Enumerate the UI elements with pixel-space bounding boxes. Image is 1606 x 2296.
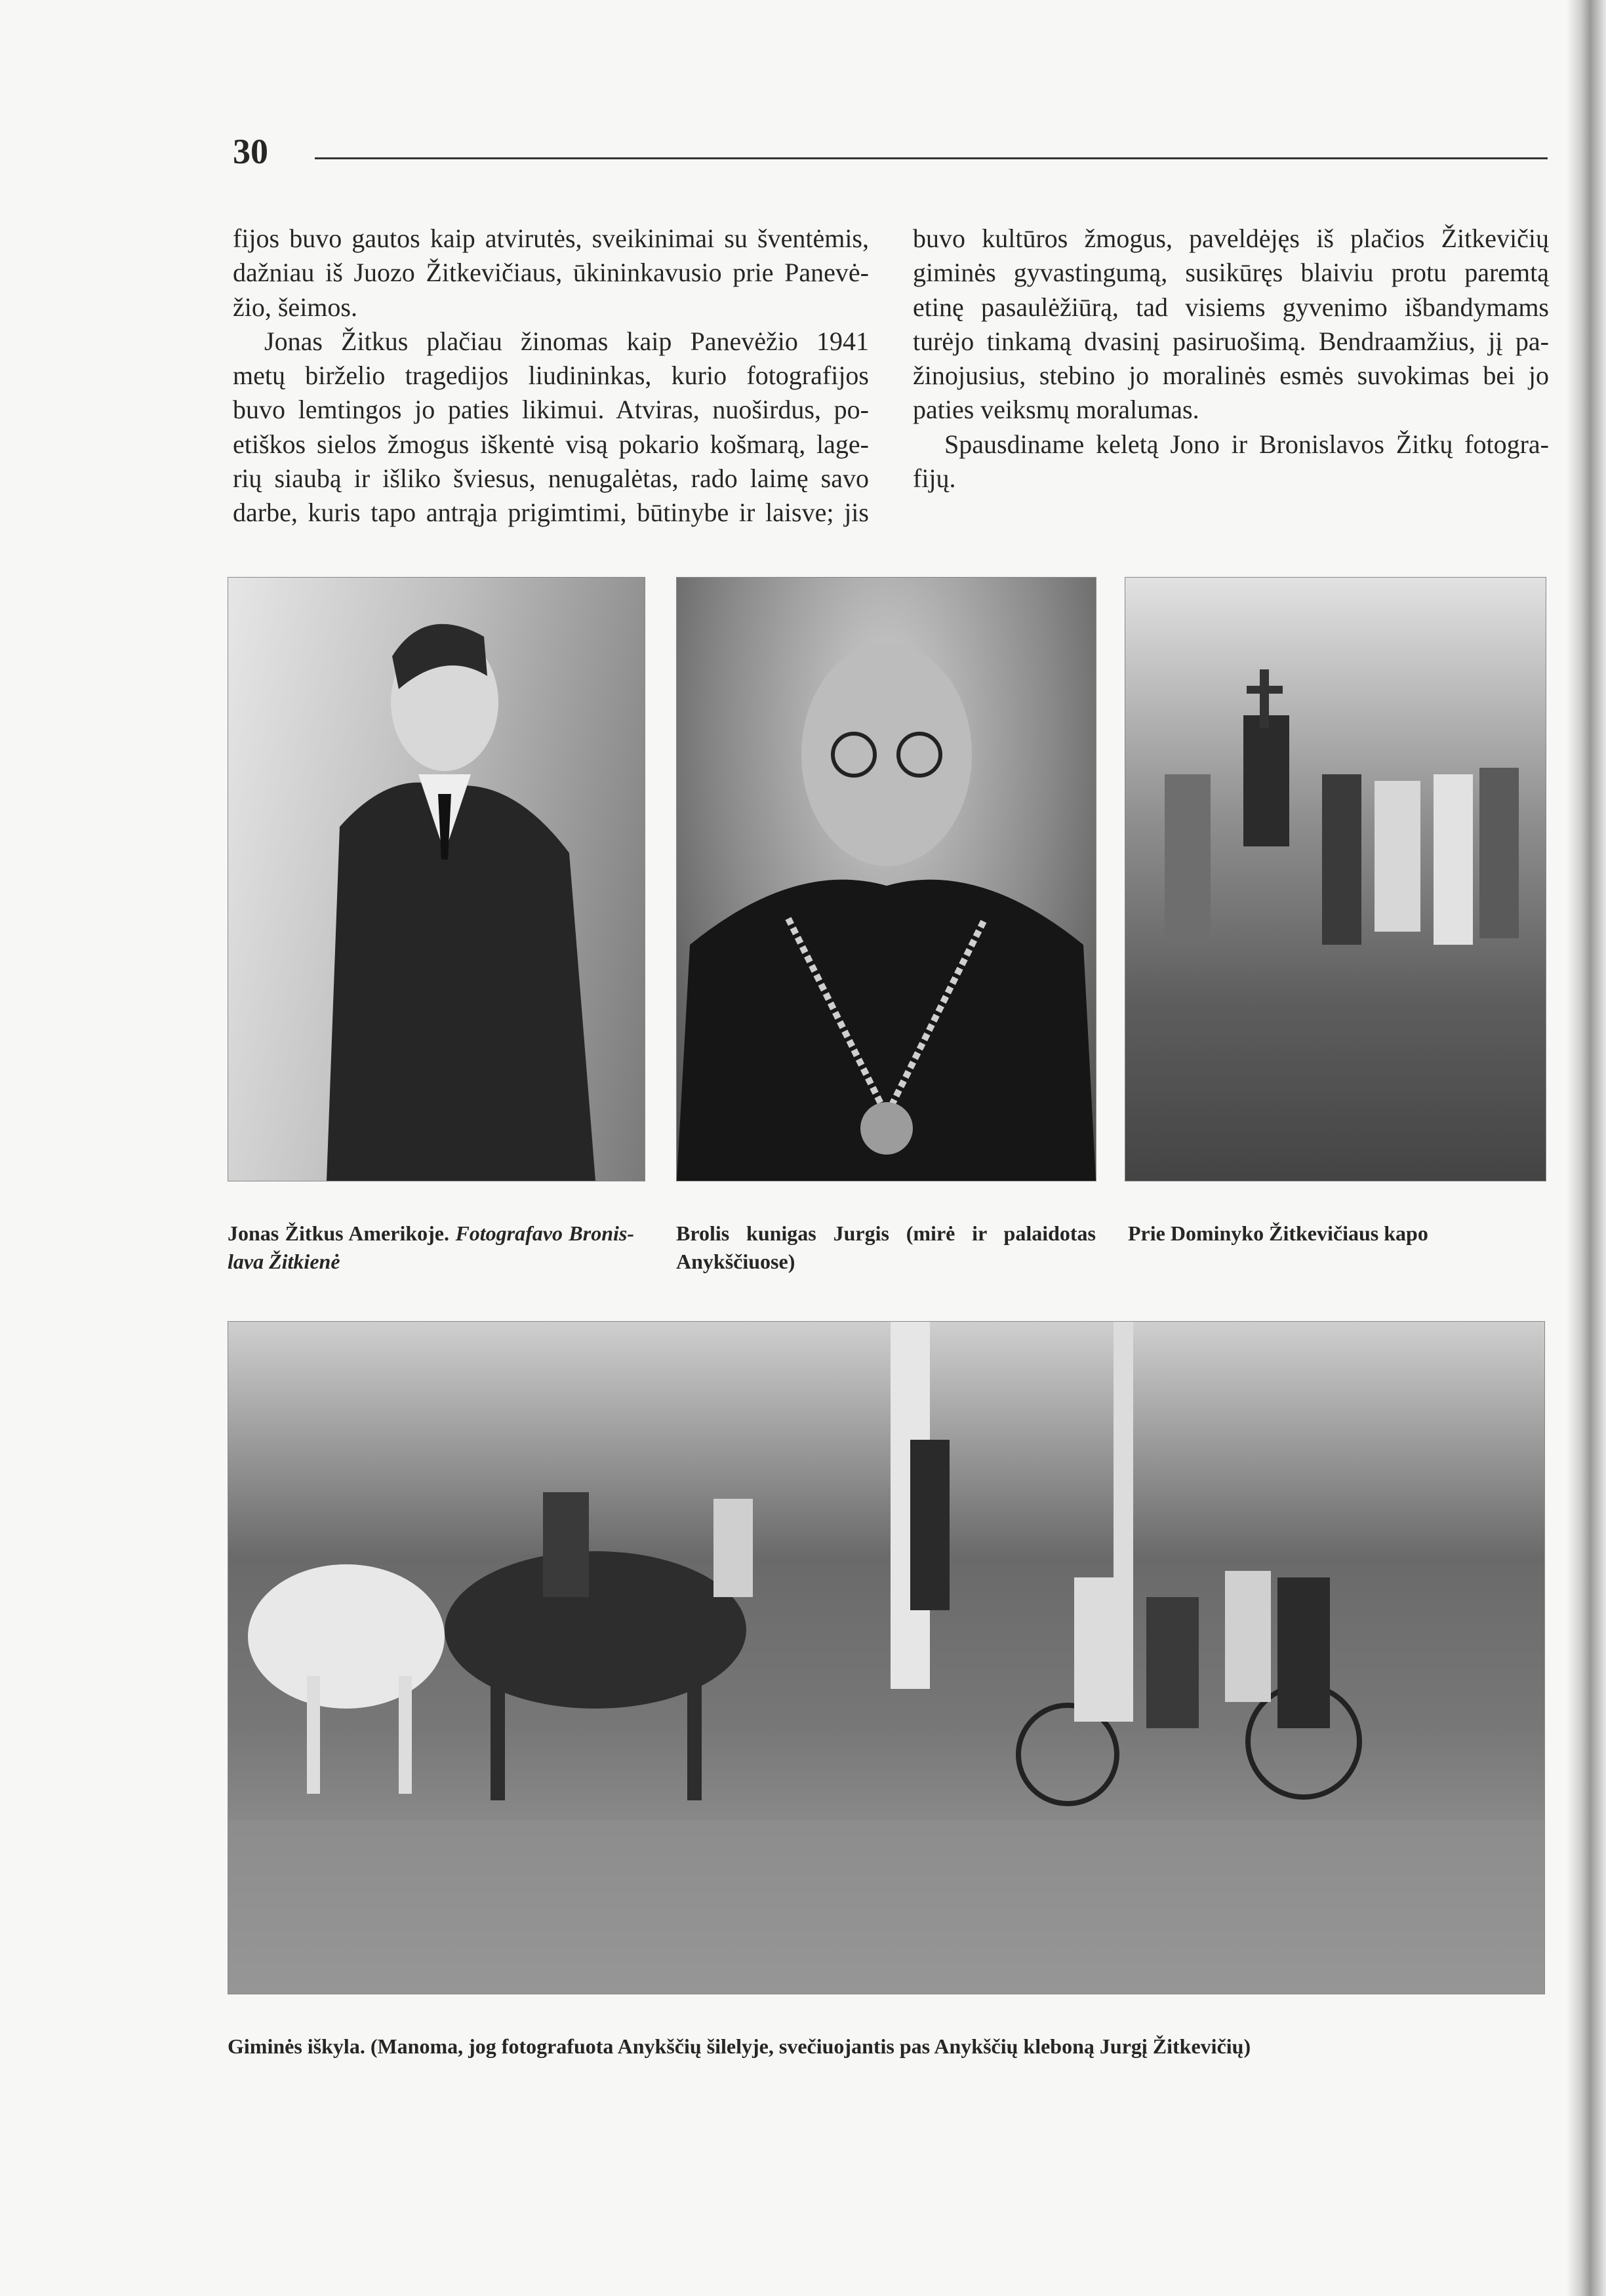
header-rule bbox=[315, 157, 1548, 159]
book-binding-shadow bbox=[1567, 0, 1606, 2296]
caption-text: Prie Dominyko Žitkevičiaus kapo bbox=[1128, 1221, 1428, 1245]
text-line: Jonas Žitkus plačiau žinomas kaip Panevėžio 1941 bbox=[264, 326, 869, 356]
text-line: turėjo tinkamą dvasinį pasiruošimą. Bendraamžius, jį pa- bbox=[913, 326, 1549, 356]
photo-family-outing bbox=[228, 1321, 1545, 1994]
caption-text: Giminės iškyla. (Manoma, jog fotografuota Anykščių šilelyje, svečiuojantis pas Anykščių kleboną Jurgį Žitkevičių) bbox=[228, 2034, 1251, 2058]
photo-jonas-zitkus-portrait bbox=[228, 577, 645, 1181]
outing-scene bbox=[228, 1322, 1544, 1994]
grave-scene bbox=[1125, 578, 1546, 1181]
page-number: 30 bbox=[233, 132, 268, 171]
caption-italic: Fotografavo Bronis- bbox=[455, 1221, 635, 1245]
right-text-column bbox=[913, 222, 1549, 496]
text-line: metų birželio tragedijos liudininkas, kurio fotografijos bbox=[233, 361, 869, 391]
caption-photo-1 bbox=[228, 1219, 634, 1276]
portrait-figure bbox=[228, 578, 645, 1181]
text-line: fijos buvo gautos kaip atvirutės, sveikinimai su šventėmis, bbox=[233, 224, 869, 253]
text-line: etinę pasaulėžiūrą, tad visiems gyvenimo išbandymams bbox=[913, 292, 1549, 322]
caption-bold: Jonas Žitkus Amerikoje. bbox=[228, 1221, 449, 1245]
text-line: rių siaubą ir išliko šviesus, nenugalėtas, rado laimę savo bbox=[233, 464, 869, 494]
caption-line: Brolis kunigas Jurgis (mirė ir palaidotas bbox=[676, 1221, 1096, 1245]
text-line: buvo lemtingos jo paties likimui. Atviras, nuoširdus, po- bbox=[233, 395, 869, 425]
photo-grave-gathering bbox=[1125, 577, 1546, 1181]
left-text-column bbox=[233, 222, 869, 530]
text-line: Spausdiname keletą Jono ir Bronislavos Žitkų fotogra- bbox=[944, 429, 1549, 459]
priest-figure bbox=[677, 578, 1096, 1181]
text-line: etiškos sielos žmogus iškentė visą pokario košmarą, lage- bbox=[233, 429, 869, 459]
text-line: žinojusius, stebino jo moralinės esmės suvokimas bei jo bbox=[913, 361, 1549, 391]
text-line: dažniau iš Juozo Žitkevičiaus, ūkininkavusio prie Panevė- bbox=[233, 258, 869, 288]
text-line: buvo kultūros žmogus, paveldėjęs iš plačios Žitkevičių bbox=[913, 224, 1549, 253]
text-line: žio, šeimos. bbox=[233, 292, 357, 322]
text-line: paties veiksmų moralumas. bbox=[913, 395, 1199, 425]
caption-photo-4 bbox=[228, 2032, 1546, 2061]
text-line: darbe, kuris tapo antrąja prigimtimi, būtinybe ir laisve; jis bbox=[233, 498, 869, 528]
caption-line: Anykščiuose) bbox=[676, 1250, 795, 1273]
caption-photo-2 bbox=[676, 1219, 1096, 1276]
caption-italic: lava Žitkienė bbox=[228, 1250, 340, 1273]
caption-photo-3 bbox=[1128, 1219, 1548, 1248]
text-line: fijų. bbox=[913, 464, 956, 494]
photo-priest-jurgis bbox=[676, 577, 1096, 1181]
text-line: giminės gyvastingumą, susikūręs blaiviu protu paremtą bbox=[913, 258, 1549, 288]
